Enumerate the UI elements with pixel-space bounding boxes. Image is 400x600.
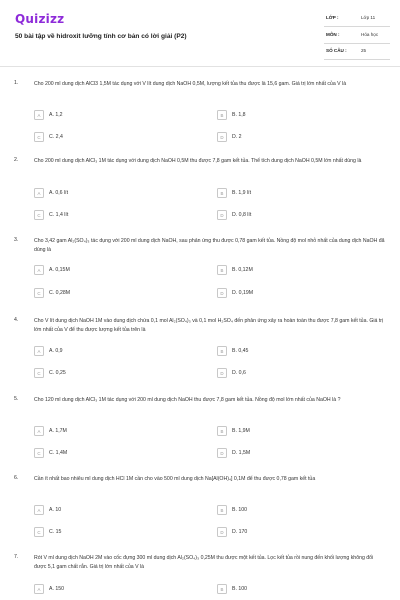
option-label: B. 1,8	[232, 112, 246, 118]
option-label: A. 10	[49, 507, 62, 513]
option-label: A. 1,2	[49, 112, 63, 118]
option-label: B. 100	[232, 586, 247, 592]
question-text: Rót V ml dung dịch NaOH 2M vào cốc đựng 300 ml dung dịch Al₂(SO₄)₃ 0,25M thu được một kết tủa. Lọc kết tủa rồi nung đến khối lượng không đổi được 5,1 gam chất rắn. Giá trị lớn nhất của V là	[34, 555, 374, 570]
option-letter-box: B	[217, 188, 227, 198]
option-label: D. 0,8 lít	[232, 212, 252, 218]
option-label: B. 1,9M	[232, 428, 250, 434]
option-letter-box: D	[217, 288, 227, 298]
option-letter-box: B	[217, 584, 227, 594]
page-header: Quizizz 50 bài tập về hidroxit lưỡng tính cơ bản có lời giải (P2) LỚP : Lớp 11 MÔN : Hóa học SỐ CÂU : 25	[0, 0, 400, 64]
option-label: A. 0,9	[49, 348, 63, 354]
option-letter-box: D	[217, 368, 227, 378]
option-letter-box: C	[34, 368, 44, 378]
option-letter-box: B	[217, 505, 227, 515]
option-label: C. 0,25	[49, 370, 66, 376]
meta-row-subject	[324, 31, 390, 44]
option-label: C. 0,28M	[49, 290, 71, 296]
option-label: D. 0,19M	[232, 290, 254, 296]
option-letter-box: A	[34, 346, 44, 356]
option-label: A. 1,7M	[49, 428, 67, 434]
option-label: A. 0,15M	[49, 267, 70, 273]
option-label: C. 15	[49, 529, 62, 535]
option-label: A. 150	[49, 586, 64, 592]
option-label: D. 2	[232, 134, 242, 140]
option-letter-box: C	[34, 527, 44, 537]
option-letter-box: A	[34, 505, 44, 515]
option-label: D. 0,6	[232, 370, 246, 376]
meta-label: SỐ CÂU :	[326, 48, 347, 53]
question-text: Cho 200 ml dung dịch AlCl₃ 1M tác dụng với dung dịch NaOH 0,5M thu được 7,8 gam kết tủa. Thể tích dung dịch NaOH 0,5M lớn nhất dùng là	[34, 158, 362, 164]
meta-value: Hóa học	[361, 31, 379, 37]
option-label: C. 1,4 lít	[49, 212, 69, 218]
question-text: Cần ít nhất bao nhiêu ml dung dịch HCl 1M cần cho vào 500 ml dung dịch Na[Al(OH)₄] 0,1M để thu được 0,78 gam kết tủa	[34, 476, 316, 482]
option-letter-box: C	[34, 210, 44, 220]
option-label: C. 1,4M	[49, 450, 68, 456]
meta-row-class	[324, 14, 390, 27]
option-letter-box: D	[217, 210, 227, 220]
meta-table	[324, 14, 390, 64]
option-label: B. 100	[232, 507, 247, 513]
option-label: D. 170	[232, 529, 248, 535]
question-number: 7.	[14, 554, 19, 560]
option-label: D. 1,5M	[232, 450, 251, 456]
document-title: 50 bài tập về hidroxit lưỡng tính cơ bản có lời giải (P2)	[15, 33, 187, 40]
question-text: Cho 120 ml dung dịch AlCl₃ 1M tác dụng với 200 ml dung dịch NaOH thu được 7,8 gam kết tủa. Nồng độ mol lớn nhất của NaOH là ?	[34, 397, 341, 403]
meta-value: Lớp 11	[361, 15, 376, 20]
option-letter-box: A	[34, 188, 44, 198]
question-number: 4.	[14, 317, 19, 323]
option-label: B. 0,45	[232, 348, 249, 354]
option-letter-box: A	[34, 265, 44, 275]
question-number: 5.	[14, 396, 19, 402]
question-number: 2.	[14, 157, 19, 163]
question-number: 6.	[14, 475, 19, 481]
option-label: B. 1,9 lít	[232, 190, 252, 196]
question-text: Cho V lít dung dịch NaOH 1M vào dung dịch chứa 0,1 mol Al₂(SO₄)₃ và 0,1 mol H₂SO₄ đến phản ứng xảy ra hoàn toàn thu được 7,8 gam kết tủa. Giá trị lớn nhất của V để thu được lượng kết tủa trên là	[34, 318, 384, 333]
option-letter-box: C	[34, 132, 44, 142]
option-letter-box: B	[217, 110, 227, 120]
option-letter-box: B	[217, 426, 227, 436]
question-number: 3.	[14, 237, 19, 243]
header-divider	[0, 66, 400, 67]
option-letter-box: A	[34, 584, 44, 594]
option-letter-box: A	[34, 110, 44, 120]
option-letter-box: C	[34, 288, 44, 298]
option-letter-box: D	[217, 527, 227, 537]
meta-label: LỚP :	[326, 15, 339, 20]
option-label: C. 2,4	[49, 134, 63, 140]
option-label: A. 0,6 lít	[49, 190, 69, 196]
meta-row-count	[324, 47, 390, 60]
question-text: Cho 200 ml dung dịch AlCl3 1,5M tác dụng với V lít dung dịch NaOH 0,5M, lượng kết tủa thu được là 15,6 gam. Giá trị lớn nhất của V là	[34, 81, 347, 87]
meta-label: MÔN :	[326, 31, 340, 37]
option-letter-box: C	[34, 448, 44, 458]
option-letter-box: B	[217, 265, 227, 275]
option-letter-box: B	[217, 346, 227, 356]
option-letter-box: D	[217, 132, 227, 142]
question-text: Cho 3,42 gam Al₂(SO₄)₃ tác dụng với 200 ml dung dịch NaOH, sau phản ứng thu được 0,78 gam kết tủa. Nồng độ mol nhỏ nhất của dung dịch NaOH đã dùng là	[34, 238, 385, 253]
option-label: B. 0,12M	[232, 267, 253, 273]
question-number: 1.	[14, 80, 19, 86]
meta-value: 25	[361, 48, 367, 53]
option-letter-box: A	[34, 426, 44, 436]
option-letter-box: D	[217, 448, 227, 458]
